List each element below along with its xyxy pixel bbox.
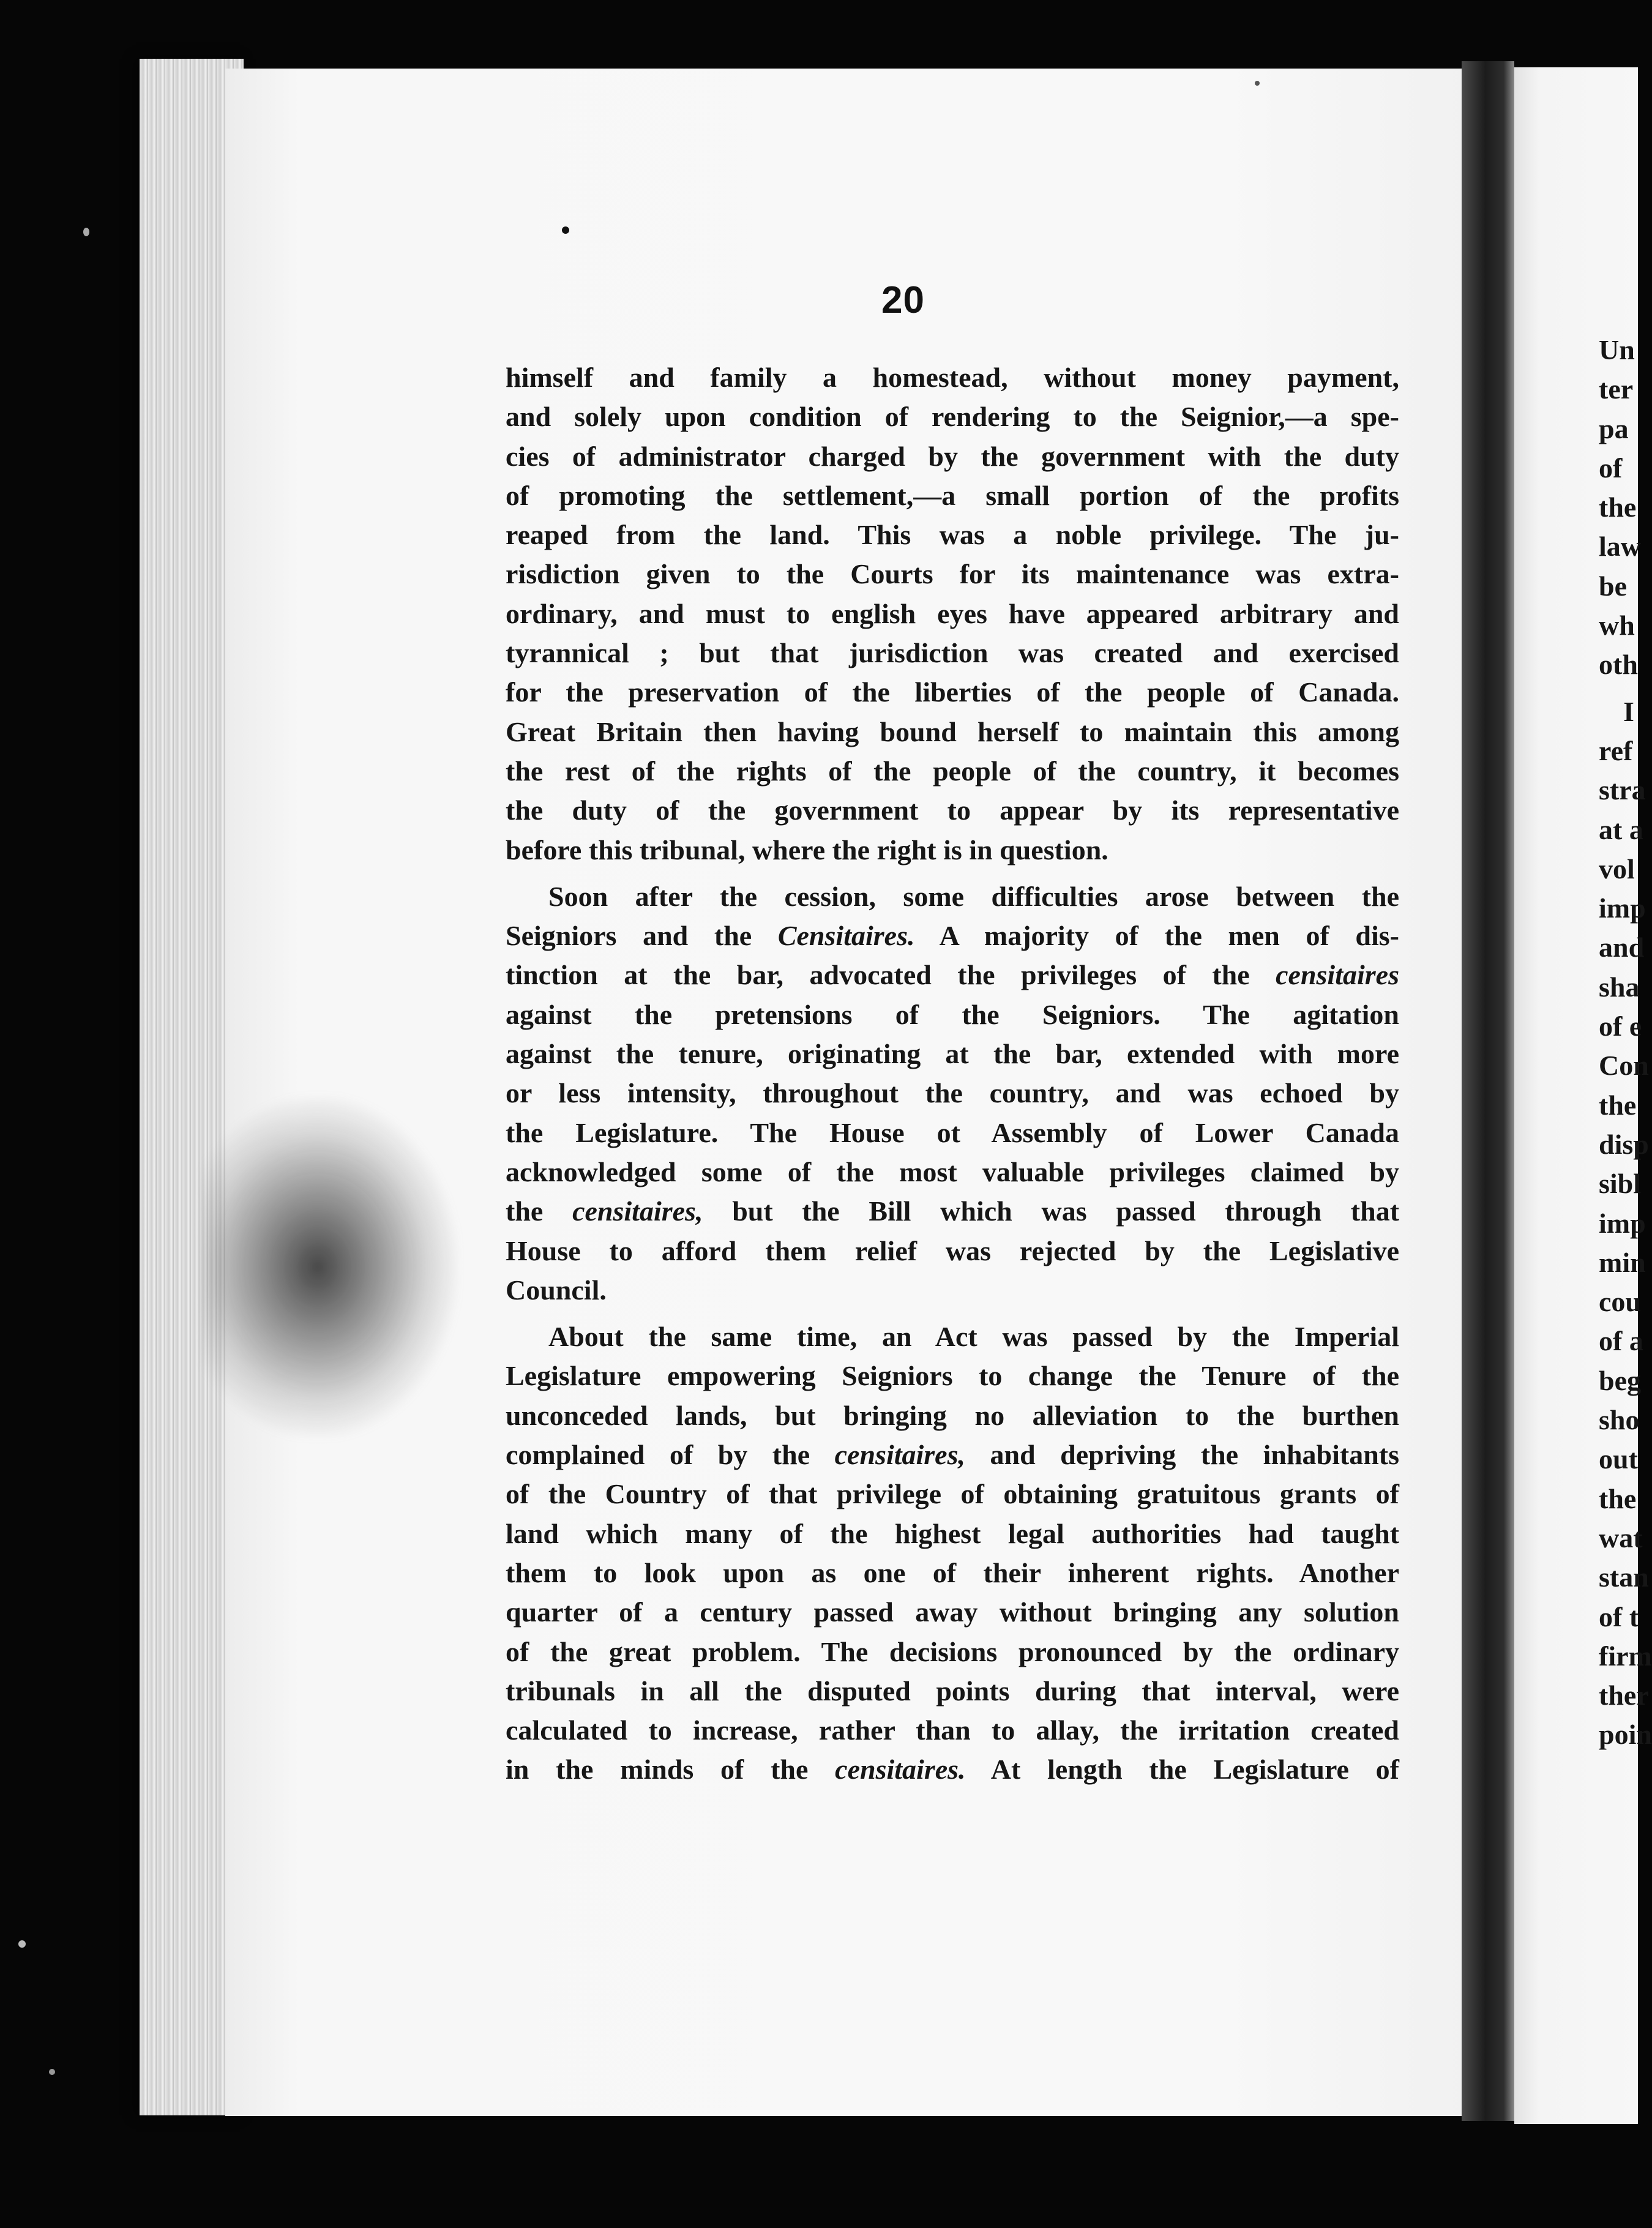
fragment: out [1599,1443,1638,1475]
fragment: of e [1599,1011,1642,1042]
text-segment: Seigniors and the [506,920,752,952]
text-line: House to afford them relief was rejected by the Legislative [506,1235,1399,1266]
text-line: tyrannical ; but that jurisdiction was created and exercised [506,637,1399,669]
text-line: acknowledged some of the most valuable privileges claimed by [506,1156,1399,1187]
text-line: of promoting the settlement,—a small portion of the profits [506,479,1399,511]
text-line: ordinary, and must to english eyes have appeared arbitrary and [506,597,1399,629]
text-segment: the [506,1195,544,1227]
fragment: imp [1599,892,1646,924]
fragment: ref [1599,735,1633,766]
gutter-shadow [1462,61,1514,2121]
text-line: land which many of the highest legal authorities had taught [506,1517,1399,1549]
text-segment: and depriving the inhabitants [990,1439,1400,1471]
text-line [506,1192,1399,1231]
text-line: risdiction given to the Courts for its maintenance was extra- [506,558,1399,590]
text-line: them to look upon as one of their inherent rights. Another [506,1557,1399,1588]
text-line [506,1750,1399,1789]
italic-term: censitaires, [834,1439,966,1471]
text-line: against the tenure, originating at the bar, extended with more [506,1038,1399,1070]
text-line: Legislature empowering Seigniors to change the Tenure of the [506,1360,1399,1392]
body-text [506,358,1399,1790]
fragment: Con [1599,1050,1649,1082]
fragment: vol [1599,853,1635,884]
fragment: sho [1599,1404,1640,1436]
fragment: wh [1599,610,1635,641]
fragment: ter [1599,373,1634,405]
next-page-fragments [1599,331,1652,1755]
fragment: the [1599,492,1637,523]
fragment: oth [1599,649,1638,681]
text-line: before this tribunal, where the right is in question. [506,834,1108,865]
fragment: beg [1599,1364,1641,1396]
page-number: 20 [881,279,925,321]
text-line: the rest of the rights of the people of the country, it becomes [506,755,1399,787]
fragment: be [1599,570,1627,602]
text-line: the Legislature. The House ot Assembly of Lower Canada [506,1116,1399,1148]
text-segment: At length the Legislature of [990,1754,1400,1785]
fragment: pa [1599,413,1629,444]
ink-stain [202,1096,459,1438]
fragment: cou [1599,1286,1641,1318]
text-line: unconceded lands, but bringing no alleviation to the burthen [506,1399,1399,1431]
text-segment: A majority of the men of dis- [939,920,1399,952]
text-line: and solely upon condition of rendering to the Seignior,—a spe- [506,401,1399,433]
text-line: Soon after the cession, some difficulties arose between the [548,880,1399,912]
text-line [506,1435,1399,1475]
fragment: stra [1599,774,1646,806]
speck [1255,81,1260,86]
text-line: himself and family a homestead, without money payment, [506,362,1399,393]
fragment: disp [1599,1128,1649,1160]
text-line: or less intensity, throughout the country, and was echoed by [506,1077,1399,1109]
text-line: tribunals in all the disputed points during that interval, were [506,1675,1399,1707]
italic-term: censitaires. [835,1754,966,1785]
fragment: at a [1599,813,1643,845]
fragment: imp [1599,1207,1646,1239]
fragment: of t [1599,1601,1639,1632]
text-line [506,916,1399,955]
text-segment: but the Bill which was passed through that [732,1195,1400,1227]
fragment: I [1623,695,1634,727]
fragment: sha [1599,971,1640,1003]
fragment: sibl [1599,1168,1642,1200]
fragment: ther [1599,1680,1649,1711]
fragment: firm [1599,1640,1652,1672]
fragment: law [1599,531,1641,563]
text-line: Council. [506,1274,607,1306]
text-line: calculated to increase, rather than to allay, the irritation created [506,1714,1399,1746]
text-line: quarter of a century passed away without bringing any solution [506,1596,1399,1628]
text-line: of the great problem. The decisions pronounced by the ordinary [506,1635,1399,1667]
fragment: the [1599,1089,1637,1121]
speck [83,228,89,236]
fragment: of [1599,452,1623,484]
text-line: for the preservation of the liberties of the people of Canada. [506,676,1399,708]
fragment: wat [1599,1522,1643,1553]
italic-term: Censitaires. [777,920,915,952]
text-line: Great Britain then having bound herself to maintain this among [506,716,1399,747]
text-line: cies of administrator charged by the government with the duty [506,440,1399,472]
fragment: poin [1599,1719,1652,1751]
text-segment: in the minds of the [506,1754,809,1785]
text-line: against the pretensions of the Seigniors. The agitation [506,998,1399,1030]
speck [562,226,569,234]
fragment: and [1599,932,1645,963]
text-segment: complained of by the [506,1439,810,1471]
text-line: About the same time, an Act was passed by the Imperial [548,1321,1399,1353]
italic-term: censitaires, [572,1195,703,1227]
text-line: of the Country of that privilege of obtaining gratuitous grants of [506,1478,1399,1510]
italic-term: censitaires [1276,959,1399,991]
fragment: the [1599,1482,1637,1514]
fragment: Un [1599,334,1635,365]
text-line: reaped from the land. This was a noble privilege. The ju- [506,519,1399,551]
fragment: of a [1599,1325,1643,1357]
text-line [506,955,1399,995]
fragment: stan [1599,1561,1649,1593]
text-line: the duty of the government to appear by its representative [506,794,1399,826]
speck [49,2069,55,2075]
speck [18,1940,26,1948]
text-segment: tinction at the bar, advocated the privileges of the [506,959,1250,991]
fragment: min [1599,1246,1646,1278]
